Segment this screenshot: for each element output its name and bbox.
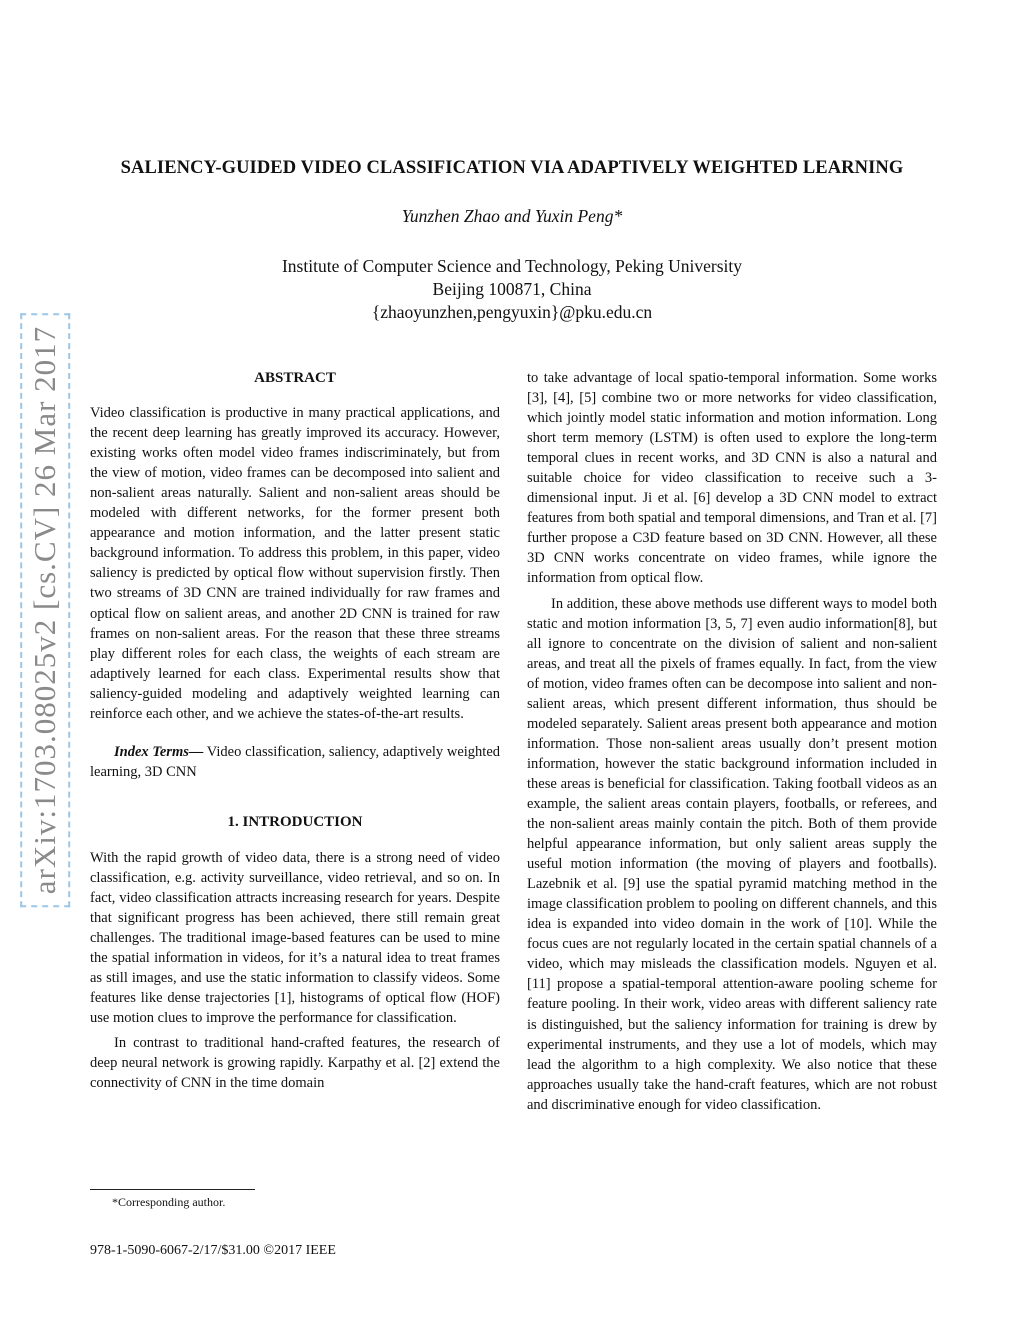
affiliation-institute: Institute of Computer Science and Technology, Peking University — [281, 256, 742, 276]
abstract-heading: ABSTRACT — [254, 370, 336, 386]
abstract-text: Video classification is productive in many practical applications, and the recent deep learning has greatly improved its accuracy. However, existing works often model video frames indiscriminately, but from the view of motion, video frames can be decomposed into salient and non-salient areas naturally. Salient and non-salient areas should be modeled with different networks, for the former present both appearance and motion information, and the latter present static background information. To address this problem, in this paper, video saliency is predicted by optical flow without supervision firstly. Then two streams of 3D CNN are trained individually for raw frames and optical flow on salient areas, and another 2D CNN is trained for raw frames on non-salient areas. For the reason that these three streams play different roles for each class, the weights of each stream are adaptively learned for each class. Experimental results show that saliency-guided modeling and adaptively weighted learning can reinforce each other, and we achieve the states-of-the-art results. — [90, 405, 500, 722]
index-terms-label: Index Terms— — [114, 743, 204, 760]
right-column — [527, 368, 937, 1115]
arxiv-identifier — [16, 312, 74, 908]
right-paragraph-1: to take advantage of local spatio-temporal information. Some works [3], [4], [5] combine two or more networks for video classification, which jointly model static information and motion information. Long short term memory (LSTM) is often used to explore the long-term temporal clues in recent works, and 3D CNN is also a natural and suitable choice for video classification to receive such a 3-dimensional input. Ji et al. [6] develop a 3D CNN model to extract features from both spatial and temporal dimensions, and Tran et al. [7] further propose a C3D feature based on 3D CNN. However, all these 3D CNN works concentrate on video frames, while ignore the information from optical flow. — [527, 370, 937, 587]
intro-paragraph-1: With the rapid growth of video data, there is a strong need of video classification, e.g. activity surveillance, video retrieval, and so on. In fact, video classification attracts increasing research for years. Despite that significant progress has been achieved, there still remain great challenges. The traditional image-based features can be used to mine the spatial information in videos, for it’s a natural idea to treat frames as still images, and use the static information to classify videos. Some features like dense trajectories [1], histograms of optical flow (HOF) use motion clues to improve the performance for classification. — [90, 849, 500, 1027]
copyright-notice: 978-1-5090-6067-2/17/$31.00 ©2017 IEEE — [90, 1243, 336, 1258]
index-terms-text: Video classification, saliency, adaptively weighted learning, 3D CNN — [90, 743, 501, 780]
index-terms — [90, 742, 500, 782]
paper-title: SALIENCY-GUIDED VIDEO CLASSIFICATION VIA ADAPTIVELY WEIGHTED LEARNING — [120, 158, 904, 178]
introduction-heading: 1. INTRODUCTION — [227, 813, 363, 830]
authors: Yunzhen Zhao and Yuxin Peng* — [401, 206, 623, 226]
affiliation-city: Beijing 100871, China — [432, 279, 592, 299]
footnote: *Corresponding author. — [112, 1195, 226, 1209]
footnote-rule — [90, 1189, 255, 1190]
affiliation — [80, 255, 944, 324]
right-paragraph-2: In addition, these above methods use different ways to model both static and motion information [3, 5, 7] even audio information[8], but all ignore to concentrate on the division of salient and non-salient areas, and treat all the pixels of frames equally. In fact, from the view of motion, video frames often can be decompose into salient and non-salient areas, which present different information, thus should be modeled separately. Salient areas present both appearance and motion information. Those non-salient areas usually don’t present motion information, however the static background information included in these areas is beneficial for classification. Taking football videos as an example, the salient areas contain players, footballs, or referees, and the non-salient areas mainly contain the pitch. Both of them provide helpful appearance information, but only salient areas supply the useful motion information (the moving of players and footballs). Lazebnik et al. [9] use the spatial pyramid matching method in the image classification problem to pooling on different channels, and this idea is expanded into video domain in the work of [10]. While the focus cues are not regularly located in the certain spatial channels of a video, which may misleads the classification models. Nguyen et al. [11] propose a spatial-temporal attention-aware pooling scheme for feature pooling. In their work, video areas with different saliency rate is distinguished, but the saliency information for training is drew by experimental instruments, and they use a lot of models, which may lead the algorithm to a high complexity. We also notice that these approaches usually take the hand-craft features, which are not robust and discriminative enough for video classification. — [527, 595, 937, 1113]
arxiv-identifier-text: arXiv:1703.08025v2 [cs.CV] 26 Mar 2017 — [27, 320, 63, 900]
left-column — [90, 368, 500, 1094]
affiliation-email: {zhaoyunzhen,pengyuxin}@pku.edu.cn — [371, 302, 653, 322]
intro-paragraph-2: In contrast to traditional hand-crafted features, the research of deep neural network is growing rapidly. Karpathy et al. [2] extend the connectivity of CNN in the time domain — [90, 1035, 500, 1092]
